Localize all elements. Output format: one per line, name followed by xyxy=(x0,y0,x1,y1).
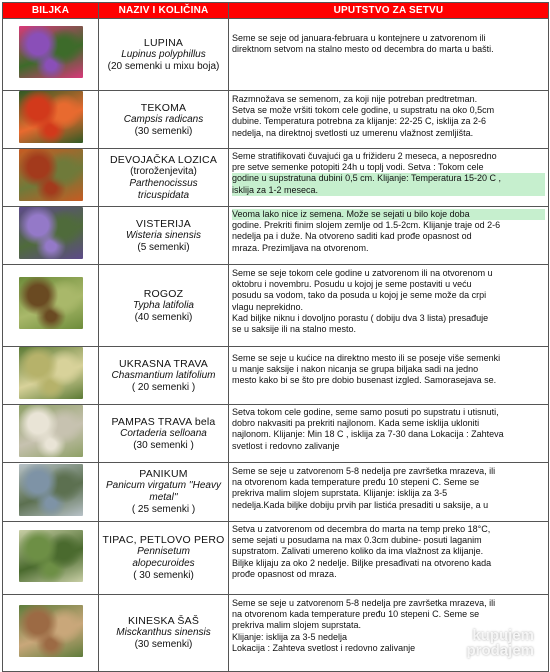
instruction-line: Seme se seje u zatvorenom 5-8 nedelja pre završetka mrazeva, ili xyxy=(232,466,496,476)
plant-name-cell xyxy=(99,265,229,347)
sowing-instructions-cell xyxy=(229,347,549,405)
plant-name-cell xyxy=(99,347,229,405)
plant-row xyxy=(3,463,549,522)
plant-image-cell xyxy=(3,463,99,522)
plant-row xyxy=(3,91,549,149)
seed-count: (5 semenki) xyxy=(137,241,190,253)
instruction-line: Setva se može vršiti tokom cele godine, u supstratu na oko 0,5cm xyxy=(232,105,495,116)
sowing-instructions-cell xyxy=(229,265,549,347)
plant-row xyxy=(3,522,549,595)
instruction-line: godine u supstratuna dubini 0,5 cm. Klijanje: Temperatura 15-20 C , xyxy=(232,173,545,184)
instruction-line: vlagu neprekidno. xyxy=(232,301,304,312)
plant-name-cell xyxy=(99,405,229,463)
plant-name-cell xyxy=(99,207,229,265)
plant-latin-name: Wisteria sinensis xyxy=(126,229,201,241)
instruction-line: Seme se seje od januara-februara u kontejnere u zatvorenom ili xyxy=(232,33,486,43)
instruction-line: Seme se seje u zatvorenom 5-8 nedelja pre završetka mrazeva, ili xyxy=(232,598,496,608)
plant-name-cell xyxy=(99,19,229,91)
instruction-line: oktobru i novembru. Posudu u kojoj je seme postaviti u veću xyxy=(232,279,472,290)
plant-common-name: VISTERIJA xyxy=(136,217,191,230)
sowing-instructions-cell xyxy=(229,522,549,595)
instruction-line: direktnom setvom na stalno mesto od decembra do marta u bašti. xyxy=(232,44,494,55)
instruction-line: se u saksije ili na stalno mesto. xyxy=(232,324,357,335)
instruction-line: supstratom. Zalivati umereno koliko da ima vlažnost za klijanje. xyxy=(232,546,484,557)
plant-photo xyxy=(19,91,83,143)
plant-photo xyxy=(19,464,83,516)
plant-name-cell xyxy=(99,149,229,207)
instruction-line: seme sejati u posudama na max 0.3cm dubine- posuti laganim xyxy=(232,535,482,546)
plant-common-name: LUPINA xyxy=(143,36,184,49)
plant-common-name: PAMPAS TRAVA bela xyxy=(111,415,216,428)
plant-common-name: TEKOMA xyxy=(140,101,187,114)
instruction-line: nedelja, na direktnoj svetlosti uz umerenu vlažnost zemljišta. xyxy=(232,127,474,138)
seed-count: (30 semenki) xyxy=(134,639,193,650)
instruction-line: mesto kako bi se što pre dobio busenast izgled. Samorasejava se. xyxy=(232,375,497,386)
plant-common-name: ROGOZ xyxy=(143,287,184,300)
plant-latin-name: Lupinus polyphillus xyxy=(121,48,206,60)
plant-image-cell xyxy=(3,207,99,265)
plant-common-name: KINESKA ŠAŠ xyxy=(127,615,200,627)
instruction-line: Setva u zatvorenom od decembra do marta na temp preko 18°C, xyxy=(232,524,491,534)
plant-common-name: TIPAC, PETLOVO PERO xyxy=(102,534,225,546)
seed-count: ( 20 semenki ) xyxy=(131,381,196,393)
seed-count: ( 25 semenki ) xyxy=(131,504,196,515)
plant-common-name: DEVOJAČKA LOZICA xyxy=(109,153,218,166)
plant-row xyxy=(3,149,549,207)
header-row xyxy=(3,3,549,19)
seed-count: (40 semenki) xyxy=(134,311,193,323)
instruction-line: Kad biljke niknu i dovoljno porastu ( dobiju dva 3 lista) presađuje xyxy=(232,312,489,323)
plant-row xyxy=(3,347,549,405)
sowing-instructions-cell xyxy=(229,149,549,207)
seed-count: (30 semenki ) xyxy=(133,439,194,451)
plant-common-name: UKRASNA TRAVA xyxy=(119,357,208,370)
watermark-logo xyxy=(466,628,534,658)
plant-image-cell xyxy=(3,347,99,405)
plant-latin-name: Campsis radicans xyxy=(123,113,204,125)
sowing-instructions-cell xyxy=(229,19,549,91)
plant-image-cell xyxy=(3,91,99,149)
header-biljka: BILJKA xyxy=(3,3,99,19)
plant-latin-name: Cortaderia selloana xyxy=(120,427,207,439)
instruction-line: Razmnožava se semenom, za koji nije potreban predtretman. xyxy=(232,94,478,104)
instruction-line: pre setve semenke potopiti 24h u toplj vodi. Setva : Tokom cele xyxy=(232,162,484,173)
instruction-line: prekriva malim slojem suprstata. Klijanje: isklija za 3-5 xyxy=(232,488,448,499)
instruction-line: Seme se seje u kućice na direktno mesto ili se poseje više semenki xyxy=(232,353,501,363)
plant-image-cell xyxy=(3,265,99,347)
plant-latin-name: tricuspidata xyxy=(137,189,190,201)
watermark-line-1: kupujem xyxy=(472,627,534,644)
instruction-line: na otvorenom kada temperature pređu 10 stepeni C. Seme se xyxy=(232,477,480,488)
plant-image-cell xyxy=(3,595,99,672)
plant-latin-name: metal'' xyxy=(149,492,178,503)
plant-name-cell xyxy=(99,595,229,672)
instruction-line: dobro nakvasiti pa prekriti najlonom. Kada seme isklija ukloniti xyxy=(232,418,480,429)
instruction-line: nedelja.Kada biljke dobiju prvih par listića presaditi u saksije, a u xyxy=(232,499,489,510)
watermark-line-2: prodajem xyxy=(466,642,534,659)
plant-photo xyxy=(19,605,83,657)
seed-count: ( 30 semenki) xyxy=(133,570,194,581)
plant-name-cell xyxy=(99,463,229,522)
plant-latin-name: Typha latifolia xyxy=(133,299,194,311)
instruction-line: Klijanje: isklija za 3-5 nedelja xyxy=(232,631,348,642)
plant-seed-table xyxy=(2,2,549,672)
plant-image-cell xyxy=(3,405,99,463)
sowing-instructions-cell xyxy=(229,405,549,463)
instruction-line: posudu sa vodom, tako da posuda u kojoj je seme može da crpi xyxy=(232,290,487,301)
plant-image-cell xyxy=(3,522,99,595)
instruction-line: najlonom. Klijanje: Min 18 C , isklija za 7-30 dana Lokacija : Zahteva xyxy=(232,429,504,440)
instruction-line: Seme stratifikovati čuvajući ga u frižideru 2 meseca, a neposredno xyxy=(232,151,497,161)
seed-count: (20 semenki u mixu boja) xyxy=(107,60,220,72)
plant-image-cell xyxy=(3,19,99,91)
plant-photo xyxy=(19,347,83,399)
plant-photo xyxy=(19,26,83,78)
plant-latin-name: Parthenocissus xyxy=(129,177,198,189)
plant-latin-name: Panicum virgatum ''Heavy xyxy=(106,480,221,491)
instruction-line: mraza. Prezimljava na otvorenom. xyxy=(232,242,369,253)
plant-photo xyxy=(19,149,83,201)
plant-latin-name: Chasmantium latifolium xyxy=(111,369,216,381)
instruction-line: u manje saksije i nakon nicanja se grupa biljaka sadi na jedno xyxy=(232,364,479,375)
sowing-instructions-cell xyxy=(229,91,549,149)
instruction-line: Lokacija : Zahteva svetlost i redovno zalivanje xyxy=(232,642,416,653)
plant-photo xyxy=(19,405,83,457)
plant-latin-name: Pennisetum xyxy=(137,546,190,557)
plant-name-cell xyxy=(99,522,229,595)
instruction-line: na otvorenom kada temperature pređu 10 stepeni C. Seme se xyxy=(232,609,480,620)
instruction-line: Seme se seje tokom cele godine u zatvorenom ili na otvorenom u xyxy=(232,268,493,278)
instruction-line: Veoma lako nice iz semena. Može se sejati u bilo koje doba xyxy=(232,209,545,220)
instruction-line: Biljke klijaju za oko 2 nedelje. Biljke presađivati na otvoreno kada xyxy=(232,557,492,568)
plant-photo xyxy=(19,207,83,259)
plant-photo xyxy=(19,530,83,582)
instruction-line: dubine. Temperatura potrebna za klijanje: 22-25 C, isklija za 2-6 xyxy=(232,116,486,127)
instruction-line: nedelja pa i duže. Na otvoreno saditi kad prođe opasnost od xyxy=(232,231,472,242)
instruction-line: isklija za 1-2 meseca. xyxy=(232,185,545,196)
plant-common-name: PANIKUM xyxy=(139,468,188,480)
sowing-instructions-cell xyxy=(229,463,549,522)
plant-name-cell xyxy=(99,91,229,149)
instruction-line: svetlost i redovno zalivanje xyxy=(232,440,340,451)
header-uputstvo: UPUTSTVO ZA SETVU xyxy=(229,3,549,19)
seed-count: (30 semenki) xyxy=(134,125,193,137)
instruction-line: prođe opasnost od mraza. xyxy=(232,568,337,579)
plant-image-cell xyxy=(3,149,99,207)
instruction-line: prekriva malim slojem suprstata. xyxy=(232,620,362,631)
plant-row xyxy=(3,265,549,347)
plant-latin-name: alopecuroides xyxy=(132,558,195,569)
plant-photo xyxy=(19,277,83,329)
sowing-instructions-cell xyxy=(229,207,549,265)
plant-row xyxy=(3,207,549,265)
instruction-line: Setva tokom cele godine, seme samo posuti po supstratu i utisnuti, xyxy=(232,407,499,417)
plant-row xyxy=(3,405,549,463)
instruction-line: godine. Prekriti finim slojem zemlje od 1.5-2cm. Klijanje traje od 2-6 xyxy=(232,220,501,231)
header-naziv: NAZIV I KOLIČINA xyxy=(99,3,229,19)
plant-latin-name: Misckanthus sinensis xyxy=(116,627,211,638)
plant-latin-name: (troroženjevita) xyxy=(130,165,197,177)
plant-row xyxy=(3,19,549,91)
